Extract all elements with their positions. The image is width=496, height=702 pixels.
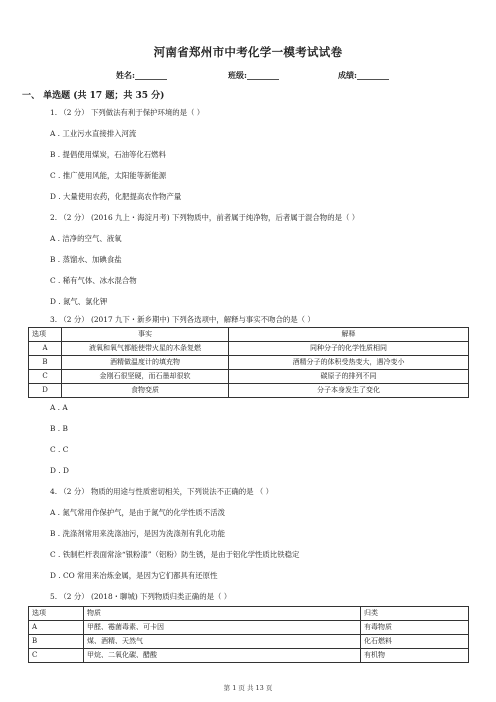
table-cell: 有毒物质 <box>361 621 469 635</box>
question-3-stem: 3. （2 分） (2017 九下・新乡期中) 下列各选项中，解释与事实不吻合的是（ ） <box>50 315 315 324</box>
table-row <box>29 356 469 370</box>
name-field: 姓名:________ <box>116 70 167 80</box>
table-cell: 酒精做温度计的填充物 <box>62 356 229 370</box>
question-3-option-c: C . C <box>50 445 69 454</box>
table-cell: 酒精分子的体积受热变大，遇冷变小 <box>229 356 469 370</box>
table-header-cell: 解释 <box>229 328 469 342</box>
question-2-option-d: D . 氮气、氯化钾 <box>50 297 108 306</box>
table-cell: 化石燃料 <box>361 635 469 649</box>
table-header-cell: 事实 <box>62 328 229 342</box>
table-cell: 碳原子的排列不同 <box>229 370 469 384</box>
table-row <box>29 635 469 649</box>
table-cell: B <box>29 356 62 370</box>
page-footer: 第 1 页 共 13 页 <box>223 684 273 692</box>
question-4-option-a: A . 氮气常用作保护气，是由于氮气的化学性质不活泼 <box>50 508 225 517</box>
table-cell: 同种分子的化学性质相同 <box>229 342 469 356</box>
table-row <box>29 621 469 635</box>
question-2-option-a: A . 洁净的空气、液氧 <box>50 234 122 243</box>
question-1-option-b: B . 提倡使用煤炭，石油等化石燃料 <box>50 150 166 159</box>
table-cell: 液氧和氧气都能使带火星的木条复燃 <box>62 342 229 356</box>
table-row <box>29 384 469 398</box>
table-header-cell: 物质 <box>84 607 361 621</box>
table-header-cell: 选项 <box>29 328 62 342</box>
question-3-option-b: B . B <box>50 424 68 433</box>
question-3-option-d: D . D <box>50 466 69 475</box>
section-heading: 一、 单选题 (共 17 题；共 35 分) <box>22 91 165 101</box>
question-1-option-a: A . 工业污水直接排入河流 <box>50 129 137 138</box>
table-header-cell: 选项 <box>29 607 84 621</box>
question-4-option-c: C . 铁制栏杆表面常涂“银粉漆”（铝粉）防生锈，是由于铝化学性质比铁稳定 <box>50 550 300 559</box>
question-3-table <box>28 327 469 398</box>
table-row <box>29 649 469 663</box>
table-cell: 金刚石很坚硬，而石墨却很软 <box>62 370 229 384</box>
question-2-option-c: C . 稀有气体、冰水混合物 <box>50 276 137 285</box>
table-header-row <box>29 607 469 621</box>
question-1-option-c: C . 推广使用风能，太阳能等新能源 <box>50 171 167 180</box>
table-row <box>29 342 469 356</box>
table-cell: 食物变质 <box>62 384 229 398</box>
question-2-option-b: B . 蒸馏水、加碘食盐 <box>50 255 122 264</box>
table-cell: A <box>29 621 84 635</box>
table-cell: 甲烷、二氧化碳、醋酸 <box>84 649 361 663</box>
question-4-option-b: B . 洗涤剂常用来洗涤油污，是因为洗涤剂有乳化功能 <box>50 529 226 538</box>
question-4-option-d: D . CO 常用来冶炼金属，是因为它们都具有还原性 <box>50 571 218 580</box>
score-field: 成绩:________ <box>338 70 389 80</box>
table-cell: A <box>29 342 62 356</box>
question-1-option-d: D . 大量使用农药，化肥提高农作物产量 <box>50 192 182 201</box>
table-row <box>29 370 469 384</box>
table-cell: 有机物 <box>361 649 469 663</box>
table-cell: 煤、酒精、天然气 <box>84 635 361 649</box>
table-cell: B <box>29 635 84 649</box>
table-cell: C <box>29 370 62 384</box>
table-cell: C <box>29 649 84 663</box>
table-cell: 甲醛、霉菌毒素、可卡因 <box>84 621 361 635</box>
table-header-row <box>29 328 469 342</box>
question-5-table <box>28 606 469 663</box>
table-header-cell: 归类 <box>361 607 469 621</box>
question-5-stem: 5. （2 分） (2018・聊城) 下列物质归类正确的是（ ） <box>50 592 232 601</box>
question-2-stem: 2. （2 分） (2016 九上・海淀月考) 下列物质中，前者属于纯净物，后者属于混合物的是（ ） <box>50 213 360 222</box>
table-cell: 分子本身发生了变化 <box>229 384 469 398</box>
question-1-stem: 1. （2 分） 下列做法有利于保护环境的是（ ） <box>50 108 205 117</box>
exam-title: 河南省郑州市中考化学一模考试试卷 <box>153 45 343 59</box>
table-cell: D <box>29 384 62 398</box>
class-field: 班级:________ <box>228 70 279 80</box>
question-3-option-a: A . A <box>50 403 68 412</box>
question-4-stem: 4. （2 分） 物质的用途与性质密切相关，下列说法不正确的是 （ ） <box>50 487 274 496</box>
